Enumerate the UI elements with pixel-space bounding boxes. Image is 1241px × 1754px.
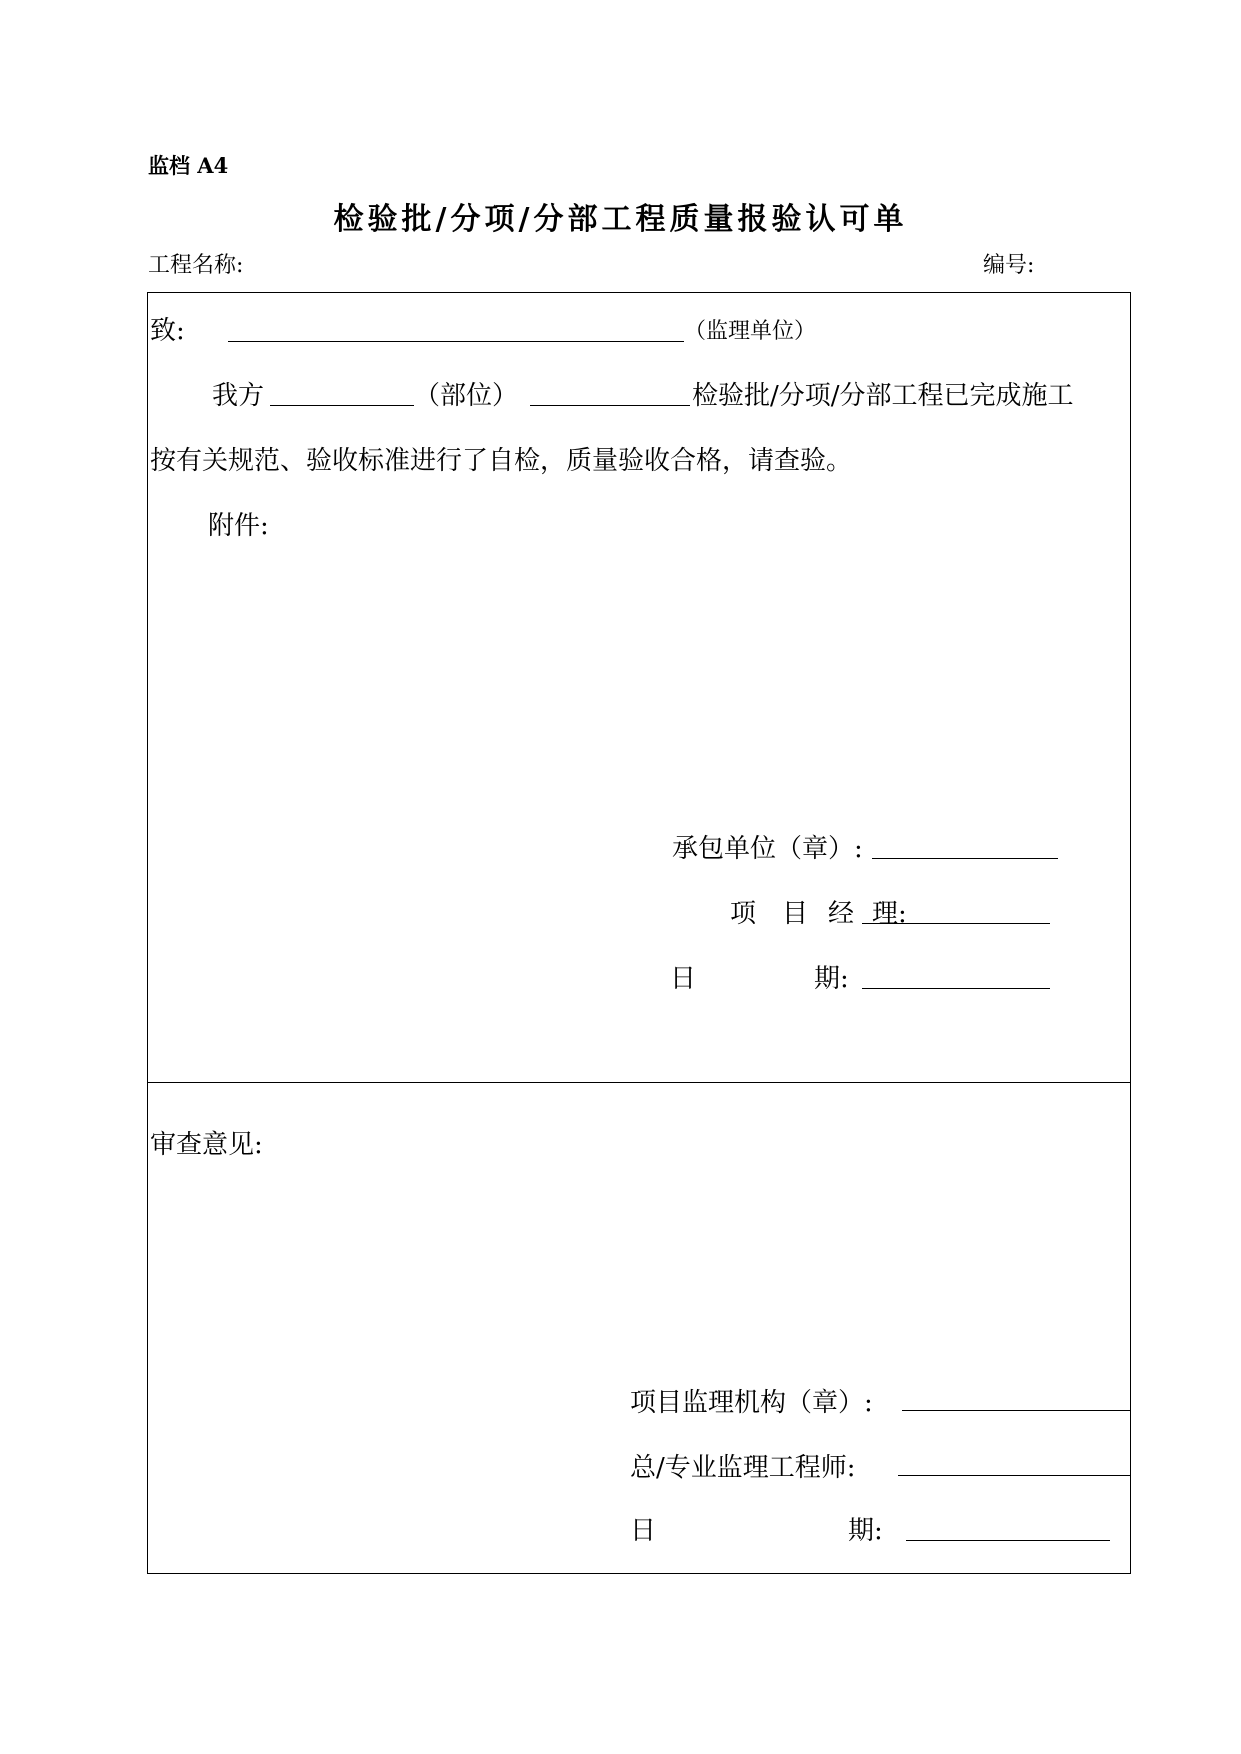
paragraph-start: 我方	[212, 381, 265, 411]
contractor-seal-blank[interactable]	[872, 858, 1058, 859]
contractor-blank[interactable]	[270, 405, 414, 406]
pm-label-underline	[862, 923, 926, 924]
serial-number-label: 编号:	[983, 253, 1035, 278]
project-manager-blank[interactable]	[926, 923, 1050, 924]
supervision-engineer-label: 总/专业监理工程师:	[630, 1453, 856, 1483]
review-date-blank[interactable]	[906, 1540, 1110, 1541]
contractor-seal-label: 承包单位（章）:	[672, 834, 863, 864]
review-date-char-2: 期:	[848, 1516, 883, 1546]
position-hint: （部位）	[414, 381, 519, 411]
supervisor-unit-blank[interactable]	[228, 341, 684, 342]
pm-label-char-3: 经	[828, 899, 855, 929]
document-code: 监档 A4	[148, 153, 229, 178]
supervisor-unit-hint: （监理单位）	[684, 319, 817, 344]
paragraph-line-2: 按有关规范、验收标准进行了自检，质量验收合格，请查验。	[150, 446, 853, 476]
supervision-engineer-blank[interactable]	[898, 1475, 1130, 1476]
to-label: 致:	[150, 316, 185, 346]
review-opinion-label: 审查意见:	[150, 1130, 263, 1160]
application-date-blank[interactable]	[862, 988, 1050, 989]
section-divider	[147, 1082, 1131, 1083]
pm-label-char-2: 目	[782, 899, 809, 929]
date-label-char-1: 日	[670, 964, 697, 994]
pm-label-char-1: 项	[730, 899, 757, 929]
review-date-char-1: 日	[630, 1516, 657, 1546]
supervision-org-label: 项目监理机构（章）:	[630, 1388, 873, 1418]
project-name-label: 工程名称:	[148, 253, 244, 278]
pm-label-tail: 理:	[872, 899, 907, 929]
date-label-char-2: 期:	[814, 964, 849, 994]
document-title: 检验批/分项/分部工程质量报验认可单	[333, 202, 908, 237]
position-blank[interactable]	[530, 405, 690, 406]
supervision-org-blank[interactable]	[902, 1410, 1130, 1411]
attachment-label: 附件:	[208, 511, 269, 541]
paragraph-mid: 检验批/分项/分部工程已完成施工	[692, 381, 1074, 411]
